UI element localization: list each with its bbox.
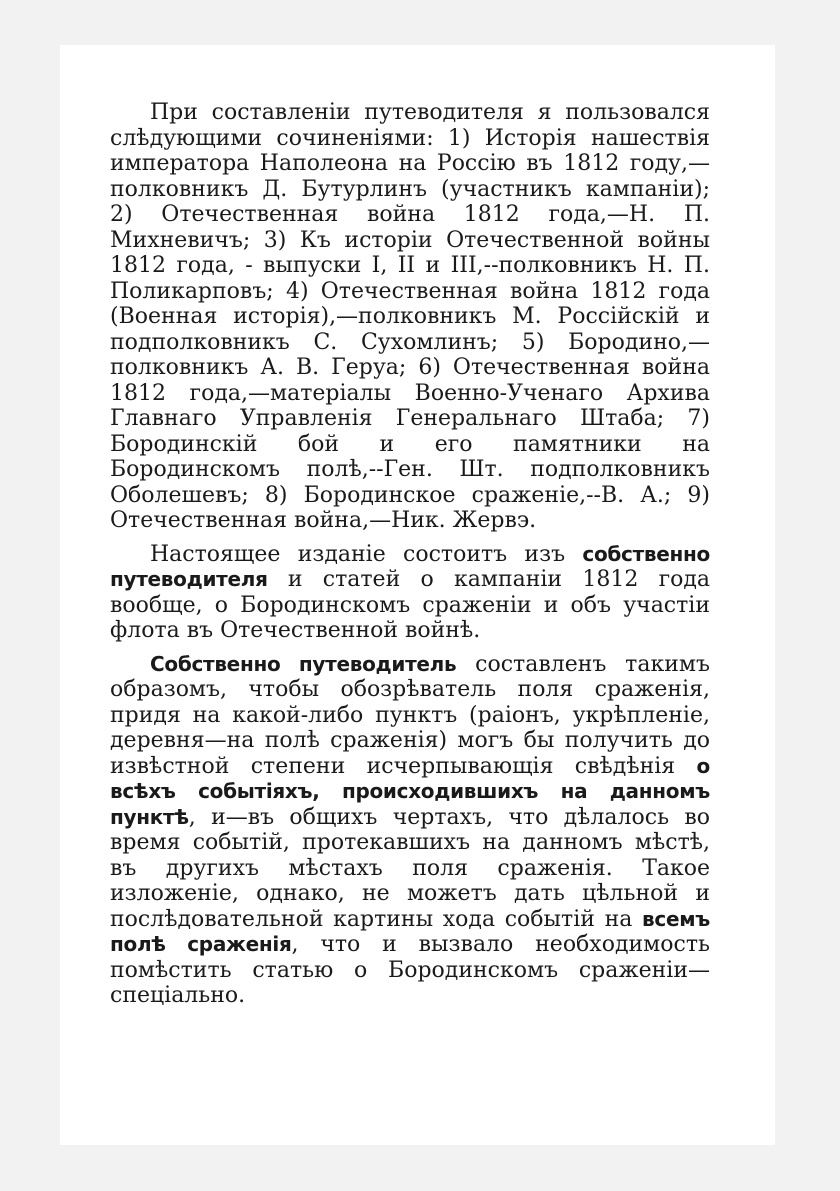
paragraph-text: При составленiи путеводителя я пользовался слѣдующими сочиненiями: 1) Исторiя нашествiя императора Наполеона на Россiю въ 1812 году,— полковникъ Д. Бутурлинъ (участникъ кампанiи); 2) Отечественная война 1812 года,—Н. П. Михневичъ; 3) Къ исторiи Отечественной войны 1812 года, - выпуски I, II и III,--полковникъ Н. П. Поликарповъ; 4) Отечественная война 1812 года (Военная исторiя),—полковникъ М. Россiйскiй и подполковникъ С. Сухомлинъ; 5) Бородино,—полковникъ А. В. Геруа; 6) Отечественная война 1812 года,—матерiалы Военно-Ученаго Архива Главнаго Управленiя Генеральнаго Штаба; 7) Бородинскiй бой и его памятники на Бородинскомъ полѣ,--Ген. Шт. подполковникъ Оболешевъ; 8) Бородинское сраженiе,--В. А.; 9) Отечественная война,—Ник. Жервэ.: [110, 100, 710, 533]
document-page: [60, 45, 775, 1145]
paragraph-text: Настоящее изданiе состоитъ изъ: [150, 541, 583, 567]
emphasis-text: о всѣхъ событiяхъ, происходившихъ на данномъ пунктѣ: [110, 753, 710, 829]
paragraph-text: составленъ такимъ образомъ, чтобы обозрѣватель поля сраженiя, придя на какой-либо пунктъ (раiонъ, укрѣпленiе, деревня—на полѣ сраженiя) могъ бы получить до извѣстной степени исчерпывающiя свѣдѣнiя: [110, 651, 710, 779]
emphasis-text: Собственно путеводитель: [150, 651, 457, 676]
emphasis-text: всемъ полѣ сраженiя: [110, 906, 710, 956]
paragraph-contents: [110, 542, 710, 644]
page-text: [110, 100, 710, 1017]
paragraph-text: , что и вызвало необходимость помѣстить статью о Бородинскомъ сраженiи—спецiально.: [110, 932, 710, 1008]
paragraph-text: , и—въ общихъ чертахъ, что дѣлалось во время событiй, протекавшихъ на данномъ мѣстѣ, въ другихъ мѣстахъ поля сраженiя. Такое изложенiе, однако, не можетъ дать цѣльной и послѣдовательной картины хода событiй на: [110, 804, 710, 932]
paragraph-sources: [110, 100, 710, 534]
emphasis-text: собственно путеводителя: [110, 541, 710, 591]
paragraph-text: и статей о кампанiи 1812 года вообще, о Бородинскомъ сраженiи и объ участiи флота въ Отечественной войнѣ.: [110, 567, 710, 643]
paragraph-guide-description: [110, 652, 710, 1009]
